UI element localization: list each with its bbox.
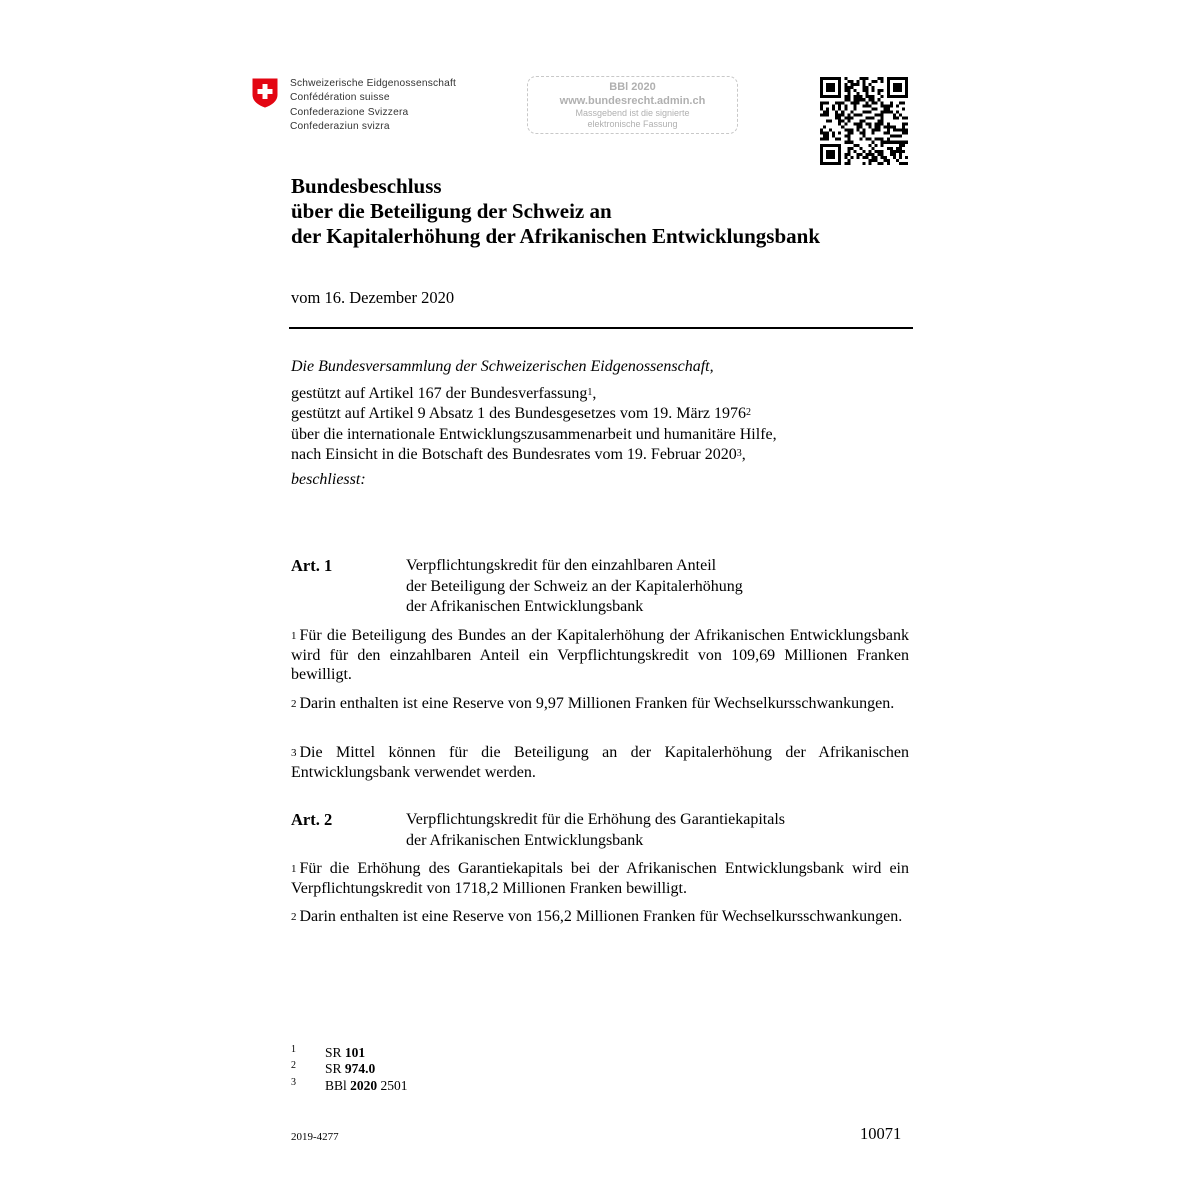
title-line-1: Bundesbeschluss (291, 174, 442, 198)
preamble-line-4: nach Einsicht in die Botschaft des Bundesrates vom 19. Februar 2020$^3$, (291, 446, 746, 463)
article-1-heading: Verpflichtungskredit für den einzahlbaren Anteil der Beteiligung der Schweiz an der Kapitalerhöhung der Afrikanischen Entwicklungsbank (406, 557, 743, 615)
stamp-note-2: elektronische Fassung (587, 119, 678, 129)
footnotes (291, 1045, 408, 1094)
document-date: vom 16. Dezember 2020 (291, 288, 455, 307)
document-title (291, 174, 820, 249)
article-2-heading: Verpflichtungskredit für die Erhöhung des Garantiekapitals der Afrikanischen Entwicklungsbank (406, 811, 785, 849)
divider (289, 327, 913, 329)
preamble-intro: Die Bundesversammlung der Schweizerischen Eidgenossenschaft, (291, 358, 714, 375)
confederation-name-de: Schweizerische Eidgenossenschaft (290, 78, 457, 89)
preamble-line-3: über die internationale Entwicklungszusammenarbeit und humanitäre Hilfe, (291, 425, 777, 443)
article-1-number: Art. 1 (291, 556, 333, 575)
article-2-number: Art. 2 (291, 810, 333, 829)
preamble (291, 357, 911, 490)
article-1-paragraph-1: $^1$ Für die Beteiligung des Bundes an der Kapitalerhöhung der Afrikanischen Entwicklungsbank wird für den einzahlbaren Anteil ein Verpflichtungskredit von 109,69 Millionen Franken bewilligt. (291, 627, 909, 683)
preamble-line-2: gestützt auf Artikel 9 Absatz 1 des Bundesgesetzes vom 19. März 1976$^2$ (291, 405, 752, 422)
article-1-paragraph-2: $^2$ Darin enthalten ist eine Reserve von 9,97 Millionen Franken für Wechselkursschwankungen. (291, 695, 895, 712)
page-number: 10071 (860, 1124, 902, 1143)
confederation-names (290, 77, 456, 135)
stamp-url: www.bundesrecht.admin.ch (559, 95, 706, 107)
article-1-paragraph-3: $^3$ Die Mittel können für die Beteiligung an der Kapitalerhöhung der Afrikanischen Entwicklungsbank verwendet werden. (291, 744, 909, 781)
confederation-name-it: Confederazione Svizzera (290, 106, 409, 118)
footnote-ref-1: 1 (587, 386, 593, 398)
footnote-ref-2: 2 (746, 407, 752, 418)
article-2-paragraph-2: $^2$ Darin enthalten ist eine Reserve von 156,2 Millionen Franken für Wechselkursschwankungen. (291, 908, 903, 925)
document-number: 2019-4277 (291, 1131, 339, 1143)
qr-code-icon (820, 77, 908, 165)
stamp-bbl: BBl 2020 (609, 81, 656, 93)
preamble-line-1: gestützt auf Artikel 167 der Bundesverfassung$^1$, (291, 384, 597, 402)
title-line-3: der Kapitalerhöhung der Afrikanischen Entwicklungsbank (291, 224, 821, 248)
preamble-closing: beschliesst: (291, 470, 366, 488)
footnote-3: 3 BBl 2020 2501 (291, 1076, 408, 1093)
stamp-note-1: Massgebend ist die signierte (575, 108, 690, 118)
swiss-cross-icon (252, 78, 278, 108)
footnote-1: 1 SR 101 (291, 1044, 366, 1060)
article-2-paragraph-1: $^1$ Für die Erhöhung des Garantiekapitals bei der Afrikanischen Entwicklungsbank wird ein Verpflichtungskredit von 1718,2 Millionen Franken bewilligt. (291, 860, 909, 897)
footnote-ref-3: 3 (736, 448, 742, 459)
publication-stamp (527, 76, 738, 134)
footnote-2: 2 SR 974.0 (291, 1060, 376, 1077)
confederation-name-fr: Confédération suisse (290, 92, 390, 104)
title-line-2: über die Beteiligung der Schweiz an (291, 199, 612, 223)
confederation-name-rm: Confederaziun svizra (290, 121, 390, 133)
